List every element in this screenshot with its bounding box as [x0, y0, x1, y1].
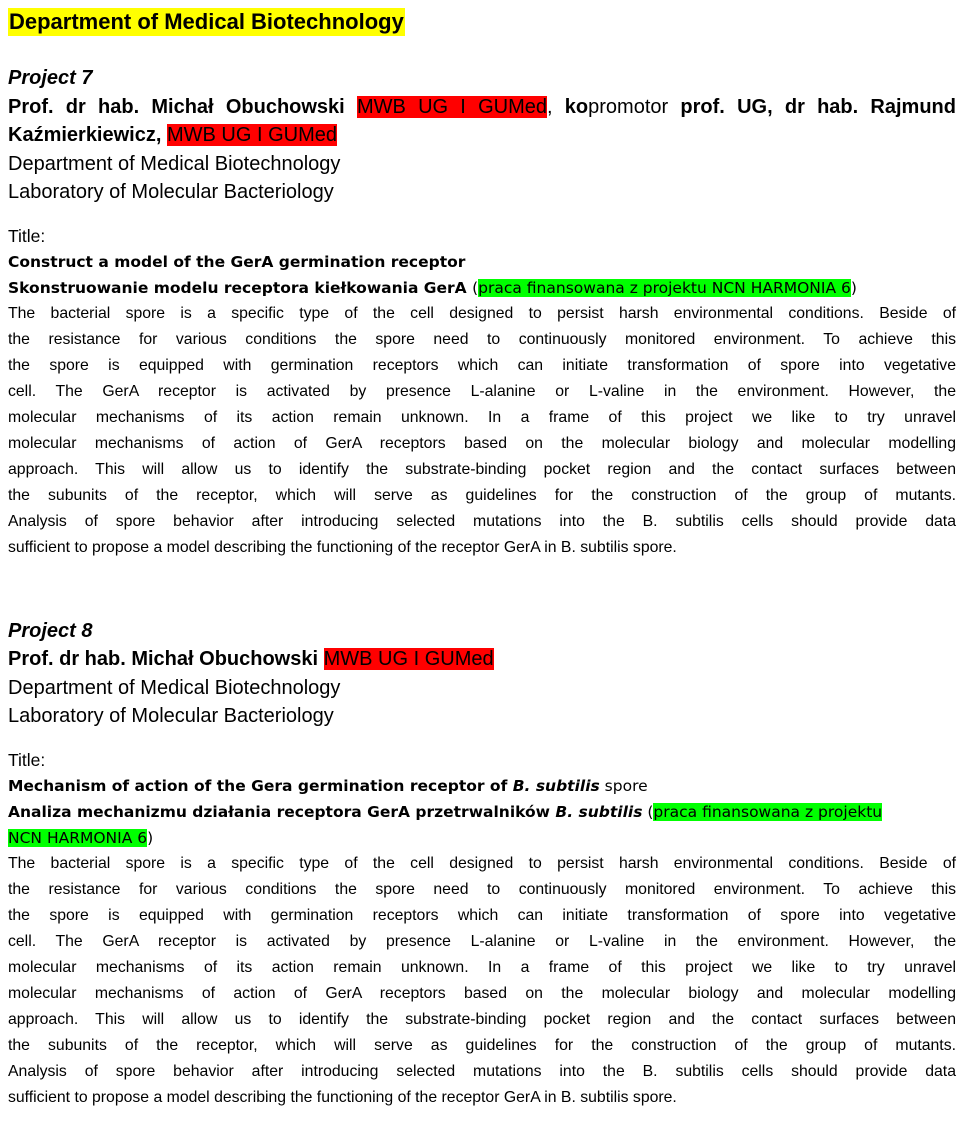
title-en-suffix: spore	[599, 776, 648, 795]
project-7-section	[8, 64, 956, 561]
project-8-heading: Project 8	[8, 619, 93, 642]
project-8-funding-line-2	[8, 825, 956, 851]
supervisor-name: Prof. dr hab. Michał Obuchowski	[8, 95, 357, 118]
description-line: cell. The GerA receptor is activated by presence L-alanine or L-valine in the environment. However, the	[8, 932, 956, 950]
description-line: the subunits of the receptor, which will serve as guidelines for the construction of the group of mutants.	[8, 486, 956, 504]
funding-note-highlight: praca finansowana z projektu NCN HARMONIA 6	[478, 278, 851, 297]
description-line: approach. This will allow us to identify the substrate-binding pocket region and the contact surfaces between	[8, 460, 956, 478]
project-7-department: Department of Medical Biotechnology	[8, 152, 341, 175]
project-8-title-pl	[8, 799, 956, 825]
project-8-title-label: Title:	[8, 749, 46, 770]
department-title: Department of Medical Biotechnology	[9, 9, 404, 34]
title-pl-text: Skonstruowanie modelu receptora kiełkowania GerA	[8, 278, 473, 297]
title-pl-text: Analiza mechanizmu działania receptora GerA przetrwalników	[8, 802, 556, 821]
funding-close-paren: )	[147, 828, 154, 847]
description-line: sufficient to propose a model describing the functioning of the receptor GerA in B. subtilis spore.	[8, 1088, 677, 1106]
title-en-species: B. subtilis	[512, 776, 600, 795]
affiliation-highlight: MWB UG I GUMed	[323, 648, 494, 670]
funding-open-paren: (	[472, 278, 479, 297]
copromotor-surname: Kaźmierkiewicz,	[8, 124, 167, 146]
description-line: The bacterial spore is a specific type of the cell designed to persist harsh environmental conditions. Beside of	[8, 854, 956, 872]
funding-close-paren: )	[850, 278, 857, 297]
copromotor-word: promotor	[588, 95, 681, 118]
description-line: sufficient to propose a model describing the functioning of the receptor GerA in B. subtilis spore.	[8, 538, 677, 556]
copromotor-ko: ko	[564, 95, 589, 118]
affiliation-highlight: MWB UG I GUMed	[356, 95, 547, 118]
description-line: the spore is equipped with germination receptors which can initiate transformation of spore into vegetative	[8, 906, 956, 924]
funding-open-paren: (	[642, 802, 654, 821]
description-line: Analysis of spore behavior after introducing selected mutations into the B. subtilis cells should provide data	[8, 512, 956, 530]
description-line: the subunits of the receptor, which will serve as guidelines for the construction of the group of mutants.	[8, 1036, 956, 1054]
description-line: molecular mechanisms of action of GerA receptors based on the molecular biology and molecular modelling	[8, 984, 956, 1002]
project-7-heading: Project 7	[8, 67, 93, 89]
description-line: molecular mechanisms of its action remain unknown. In a frame of this project we like to try unravel	[8, 408, 956, 426]
funding-note-highlight: praca finansowana z projektu	[653, 802, 883, 821]
description-line: cell. The GerA receptor is activated by presence L-alanine or L-valine in the environment. However, the	[8, 382, 956, 400]
description-line: molecular mechanisms of action of GerA receptors based on the molecular biology and molecular modelling	[8, 434, 956, 452]
description-line: approach. This will allow us to identify the substrate-binding pocket region and the contact surfaces between	[8, 1010, 956, 1028]
description-line: the spore is equipped with germination receptors which can initiate transformation of spore into vegetative	[8, 356, 956, 374]
funding-note-highlight-2: NCN HARMONIA 6	[8, 828, 148, 847]
separator: ,	[547, 95, 565, 118]
description-line: Analysis of spore behavior after introducing selected mutations into the B. subtilis cells should provide data	[8, 1062, 956, 1080]
document-page	[8, 0, 956, 1111]
title-pl-species: B. subtilis	[555, 802, 643, 821]
project-7-description	[8, 301, 956, 561]
project-7-title-label: Title:	[8, 225, 46, 246]
project-7-copromotor-line	[8, 121, 956, 150]
project-7-supervisor-line	[8, 93, 956, 122]
project-7-laboratory: Laboratory of Molecular Bacteriology	[8, 181, 334, 203]
description-line: molecular mechanisms of its action remain unknown. In a frame of this project we like to try unravel	[8, 958, 956, 976]
project-7-title-en: Construct a model of the GerA germination receptor	[8, 252, 466, 271]
description-line: The bacterial spore is a specific type of the cell designed to persist harsh environmental conditions. Beside of	[8, 304, 956, 322]
project-8-section	[8, 617, 956, 1111]
description-line: the resistance for various conditions the spore need to continuously monitored environment. To achieve this	[8, 330, 956, 348]
description-line: the resistance for various conditions the spore need to continuously monitored environment. To achieve this	[8, 880, 956, 898]
supervisor-name: Prof. dr hab. Michał Obuchowski	[8, 648, 324, 670]
copromotor-name: prof. UG, dr hab. Rajmund	[680, 95, 956, 118]
project-8-description	[8, 851, 956, 1111]
project-8-supervisor-line	[8, 645, 956, 674]
project-8-title-en	[8, 773, 956, 799]
project-8-laboratory: Laboratory of Molecular Bacteriology	[8, 705, 334, 727]
title-en-text: Mechanism of action of the Gera germination receptor of	[8, 776, 513, 795]
project-7-title-pl	[8, 275, 956, 301]
project-8-department: Department of Medical Biotechnology	[8, 676, 341, 699]
affiliation-highlight-2: MWB UG I GUMed	[166, 124, 337, 146]
